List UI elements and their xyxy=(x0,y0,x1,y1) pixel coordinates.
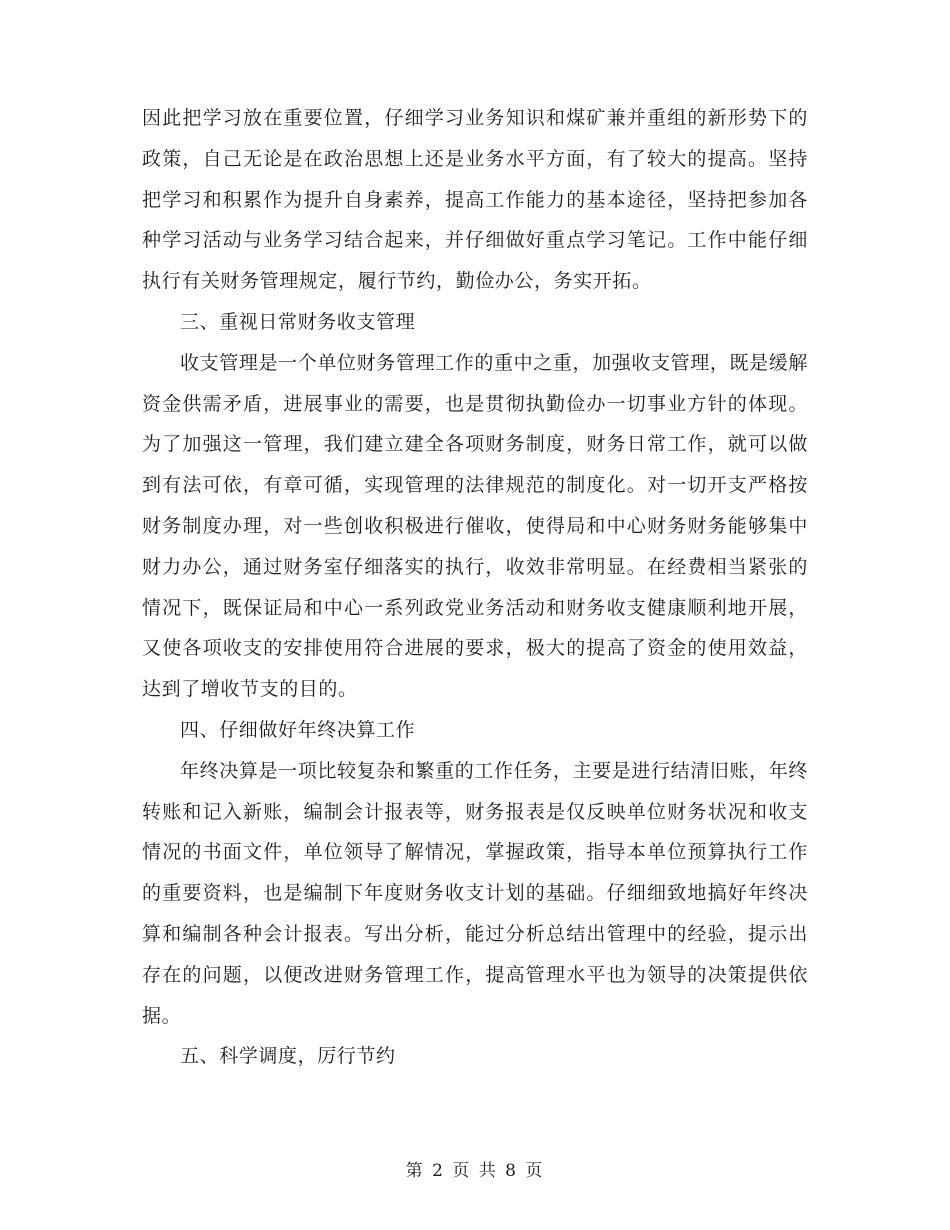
page-number-footer: 第 2 页 共 8 页 xyxy=(405,1161,545,1181)
section-heading-5: 五、科学调度，厉行节约 xyxy=(180,1045,396,1068)
document-body xyxy=(142,98,808,1077)
paragraph-year-end-accounts: 年终决算是一项比较复杂和繁重的工作任务，主要是进行结清旧账，年终转账和记入新账，编制会计报表等，财务报表是仅反映单位财务状况和收支情况的书面文件，单位领导了解情况，掌握政策，指导本单位预算执行工作的重要资料，也是编制下年度财务收支计划的基础。仔细细致地搞好年终决算和编制各种会计报表。写出分析，能过分析总结出管理中的经验，提示出存在的问题，以便改进财务管理工作，提高管理水平也为领导的决策提供依据。 xyxy=(142,759,808,1027)
section-heading-3: 三、重视日常财务收支管理 xyxy=(180,310,416,333)
paragraph-income-expense: 收支管理是一个单位财务管理工作的重中之重，加强收支管理，既是缓解资金供需矛盾，进展事业的需要，也是贯彻执勤俭办一切事业方针的体现。为了加强这一管理，我们建立建全各项财务制度，财务日常工作，就可以做到有法可依，有章可循，实现管理的法律规范的制度化。对一切开支严格按财务制度办理，对一些创收积极进行催收，使得局和中心财务财务能够集中财力办公，通过财务室仔细落实的执行，收效非常明显。在经费相当紧张的情况下，既保证局和中心一系列政党业务活动和财务收支健康顺利地开展，又使各项收支的安排使用符合进展的要求，极大的提高了资金的使用效益，达到了增收节支的目的。 xyxy=(142,351,808,701)
paragraph-study-continuation: 因此把学习放在重要位置，仔细学习业务知识和煤矿兼并重组的新形势下的政策，自己无论是在政治思想上还是业务水平方面，有了较大的提高。坚持把学习和积累作为提升自身素养，提高工作能力的基本途径，坚持把参加各种学习活动与业务学习结合起来，并仔细做好重点学习笔记。工作中能仔细执行有关财务管理规定，履行节约，勤俭办公，务实开拓。 xyxy=(142,107,808,293)
section-heading-4: 四、仔细做好年终决算工作 xyxy=(180,718,416,741)
